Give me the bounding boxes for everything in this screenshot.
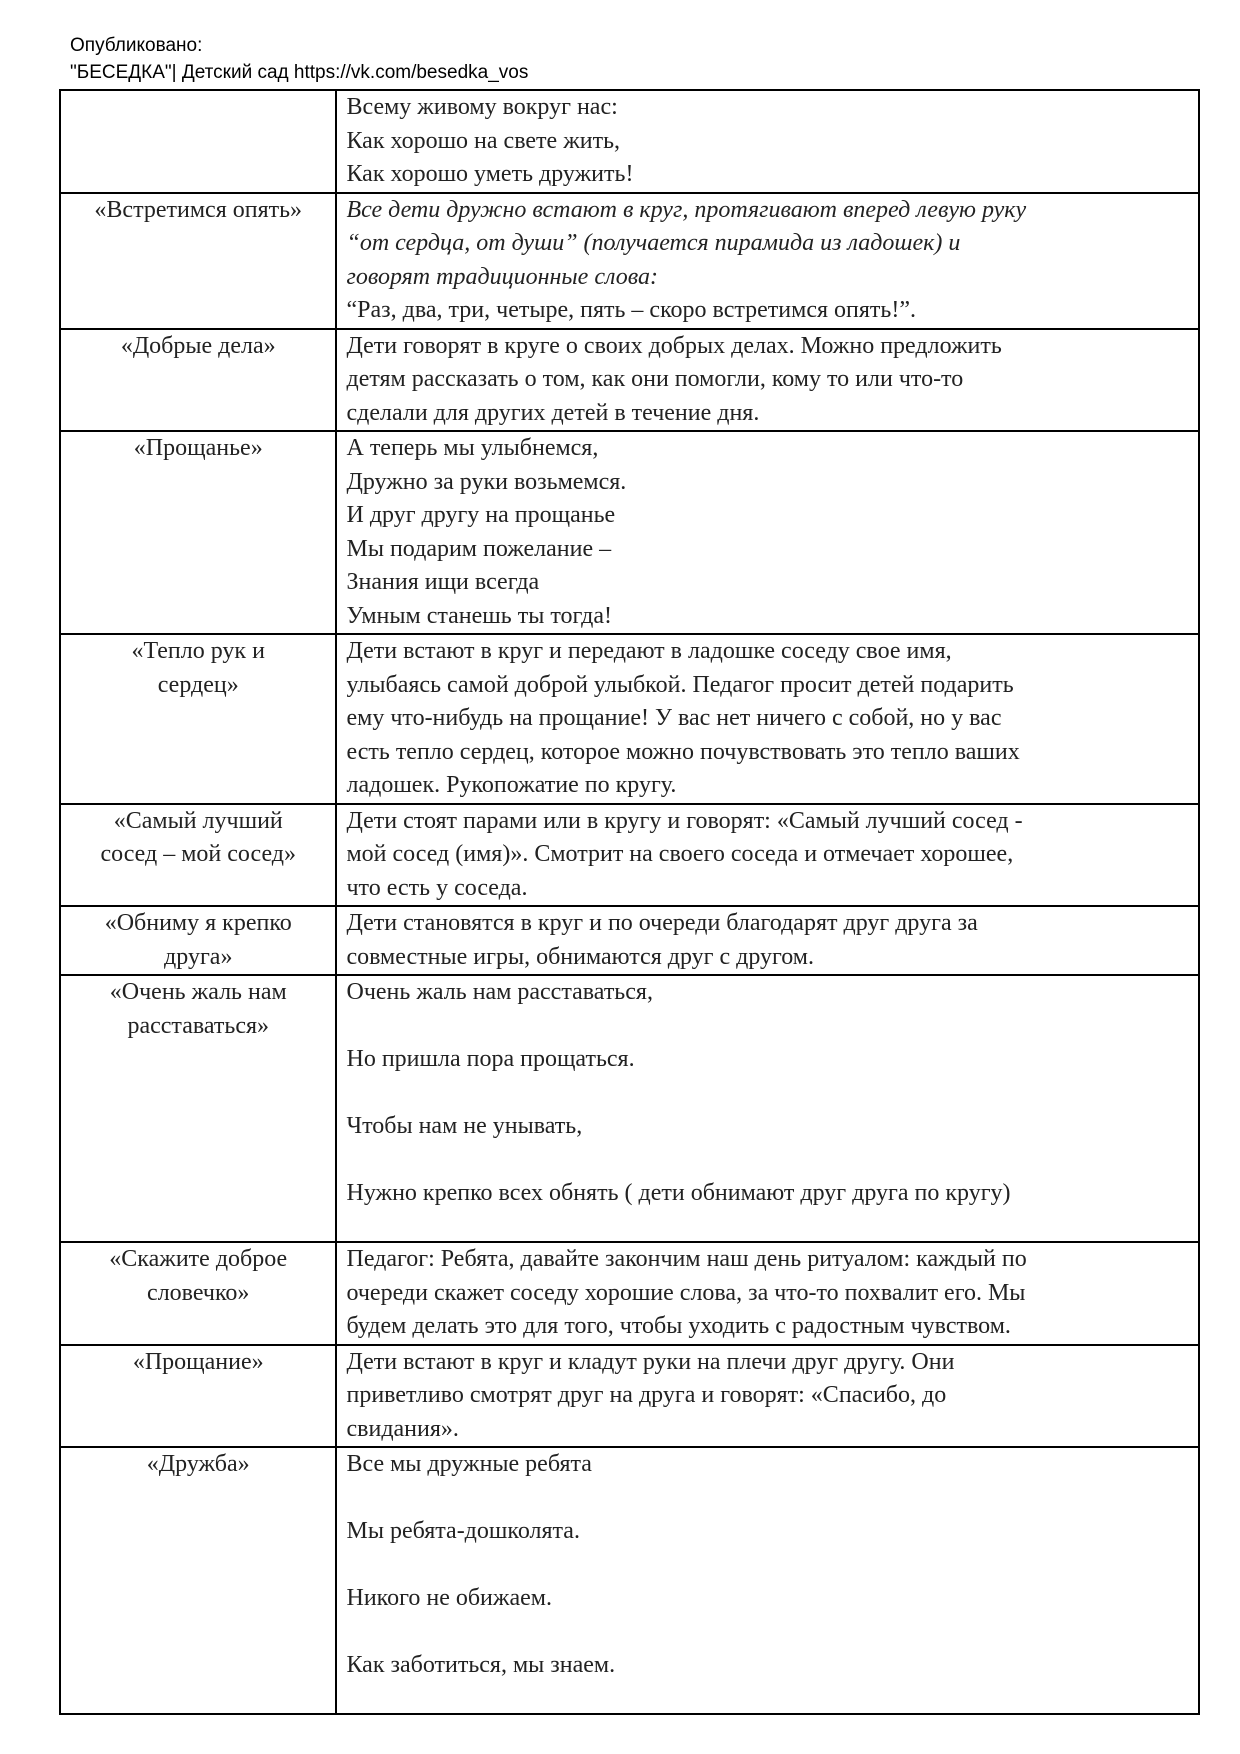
verse-line: Мы ребята-дошколята. <box>346 1518 580 1544</box>
verse-gap <box>346 1144 1190 1178</box>
ritual-title-cell <box>60 90 336 193</box>
text-line: “Раз, два, три, четыре, пять – скоро встретимся опять!”. <box>346 297 916 323</box>
text-line: Умным станешь ты тогда! <box>346 602 613 629</box>
text-line: Дети говорят в круге о своих добрых делах. Можно предложить <box>346 332 1002 359</box>
text-line: Педагог: Ребята, давайте закончим наш день ритуалом: каждый по <box>346 1246 1027 1272</box>
verse-gap <box>346 1482 1190 1516</box>
table-row <box>60 1447 1199 1714</box>
text-line: Дети стоят парами или в кругу и говорят: «Самый лучший сосед - <box>346 807 1023 834</box>
ritual-title-cell <box>60 431 336 634</box>
ritual-title: словечко» <box>147 1279 250 1306</box>
ritual-title: расставаться» <box>127 1012 270 1039</box>
table-row <box>60 193 1199 329</box>
table-row <box>60 431 1199 634</box>
verse-gap <box>346 1549 1190 1583</box>
ritual-text-cell <box>336 431 1199 634</box>
table-row <box>60 634 1199 804</box>
verse-line: Никого не обижаем. <box>346 1585 552 1611</box>
text-line: Мы подарим пожелание – <box>346 535 612 562</box>
ritual-text-cell <box>336 90 1199 193</box>
ritual-title: «Скажите доброе <box>109 1246 288 1272</box>
table-row <box>60 975 1199 1242</box>
verse-line: Очень жаль нам расставаться, <box>346 979 653 1005</box>
text-line: совместные игры, обнимаются друг с другом. <box>346 943 814 970</box>
ritual-title: сосед – мой сосед» <box>100 841 296 867</box>
text-line: что есть у соседа. <box>346 874 528 901</box>
verse-line: Нужно крепко всех обнять ( дети обнимают друг друга по кругу) <box>346 1180 1011 1206</box>
verse-line: Как заботиться, мы знаем. <box>346 1652 616 1678</box>
table-row <box>60 329 1199 432</box>
text-line: Дружно за руки возьмемся. <box>346 468 627 495</box>
text-line: ладошек. Рукопожатие по кругу. <box>346 772 677 798</box>
rituals-table <box>59 89 1200 1715</box>
ritual-title: «Встретимся опять» <box>94 196 303 223</box>
text-line: есть тепло сердец, которое можно почувствовать это тепло ваших <box>346 738 1020 765</box>
ritual-title-cell <box>60 193 336 329</box>
verse-gap <box>346 1010 1190 1044</box>
ritual-title: «Очень жаль нам <box>109 979 287 1005</box>
published-label: Опубликовано: <box>70 35 203 56</box>
ritual-text-cell <box>336 193 1199 329</box>
text-line: сделали для других детей в течение дня. <box>346 399 760 426</box>
verse-gap <box>346 1616 1190 1650</box>
ritual-text-cell <box>336 975 1199 1242</box>
verse-line: Все мы дружные ребята <box>346 1451 592 1477</box>
ritual-title-cell <box>60 1242 336 1345</box>
ritual-title-cell <box>60 634 336 804</box>
ritual-title-cell <box>60 1447 336 1714</box>
text-line: будем делать это для того, чтобы уходить с радостным чувством. <box>346 1313 1011 1339</box>
ritual-text-cell <box>336 634 1199 804</box>
ritual-text-cell <box>336 1345 1199 1448</box>
ritual-title: «Дружба» <box>146 1451 250 1477</box>
text-line: А теперь мы улыбнемся, <box>346 435 599 461</box>
ritual-text-cell <box>336 804 1199 907</box>
source-line: "БЕСЕДКА"| Детский сад https://vk.com/besedka_vos <box>70 62 529 83</box>
verse-line: Чтобы нам не унывать, <box>346 1113 583 1139</box>
text-line: Дети становятся в круг и по очереди благодарят друг друга за <box>346 910 978 936</box>
table-row <box>60 1345 1199 1448</box>
text-line: свидания». <box>346 1415 459 1442</box>
text-line: Дети встают в круг и кладут руки на плечи друг другу. Они <box>346 1348 955 1375</box>
ritual-title-cell <box>60 975 336 1242</box>
ritual-title: сердец» <box>157 671 239 698</box>
ritual-title: «Прощанье» <box>133 435 263 461</box>
text-line: очереди скажет соседу хорошие слова, за что-то похвалит его. Мы <box>346 1279 1026 1306</box>
ritual-title: «Самый лучший <box>113 807 283 834</box>
verse-line: Но пришла пора прощаться. <box>346 1046 635 1072</box>
table-row <box>60 906 1199 975</box>
text-line: Дети встают в круг и передают в ладошке соседу свое имя, <box>346 638 952 664</box>
ritual-text-cell <box>336 1447 1199 1714</box>
text-line: Всему живому вокруг нас: <box>346 94 618 120</box>
text-line-italic: “от сердца, от души” (получается пирамида из ладошек) и <box>346 230 961 256</box>
table-row <box>60 1242 1199 1345</box>
text-line: детям рассказать о том, как они помогли, кому то или что-то <box>346 366 964 392</box>
table-row <box>60 90 1199 193</box>
ritual-title-cell <box>60 329 336 432</box>
ritual-text-cell <box>336 906 1199 975</box>
text-line: ему что-нибудь на прощание! У вас нет ничего с собой, но у вас <box>346 705 1002 731</box>
text-line-italic: Все дети дружно встают в круг, протягивают вперед левую руку <box>346 196 1027 223</box>
table-row <box>60 804 1199 907</box>
ritual-title: «Обниму я крепко <box>104 910 292 936</box>
ritual-title-cell <box>60 804 336 907</box>
ritual-title: «Тепло рук и <box>131 638 265 664</box>
ritual-title: «Прощание» <box>132 1348 264 1375</box>
text-line: Как хорошо уметь дружить! <box>346 161 634 187</box>
verse-gap <box>346 1077 1190 1111</box>
text-line: улыбаясь самой доброй улыбкой. Педагог просит детей подарить <box>346 671 1014 698</box>
text-line: мой сосед (имя)». Смотрит на своего соседа и отмечает хорошее, <box>346 841 1014 867</box>
ritual-title-cell <box>60 906 336 975</box>
text-line-italic: говорят традиционные слова: <box>346 263 658 290</box>
ritual-title: «Добрые дела» <box>120 332 276 359</box>
ritual-text-cell <box>336 329 1199 432</box>
text-line: приветливо смотрят друг на друга и говорят: «Спасибо, до <box>346 1382 947 1408</box>
ritual-text-cell <box>336 1242 1199 1345</box>
page-header <box>70 32 528 86</box>
text-line: Знания ищи всегда <box>346 569 540 595</box>
ritual-title-cell <box>60 1345 336 1448</box>
ritual-title: друга» <box>164 943 233 970</box>
text-line: Как хорошо на свете жить, <box>346 127 621 154</box>
text-line: И друг другу на прощанье <box>346 502 616 528</box>
